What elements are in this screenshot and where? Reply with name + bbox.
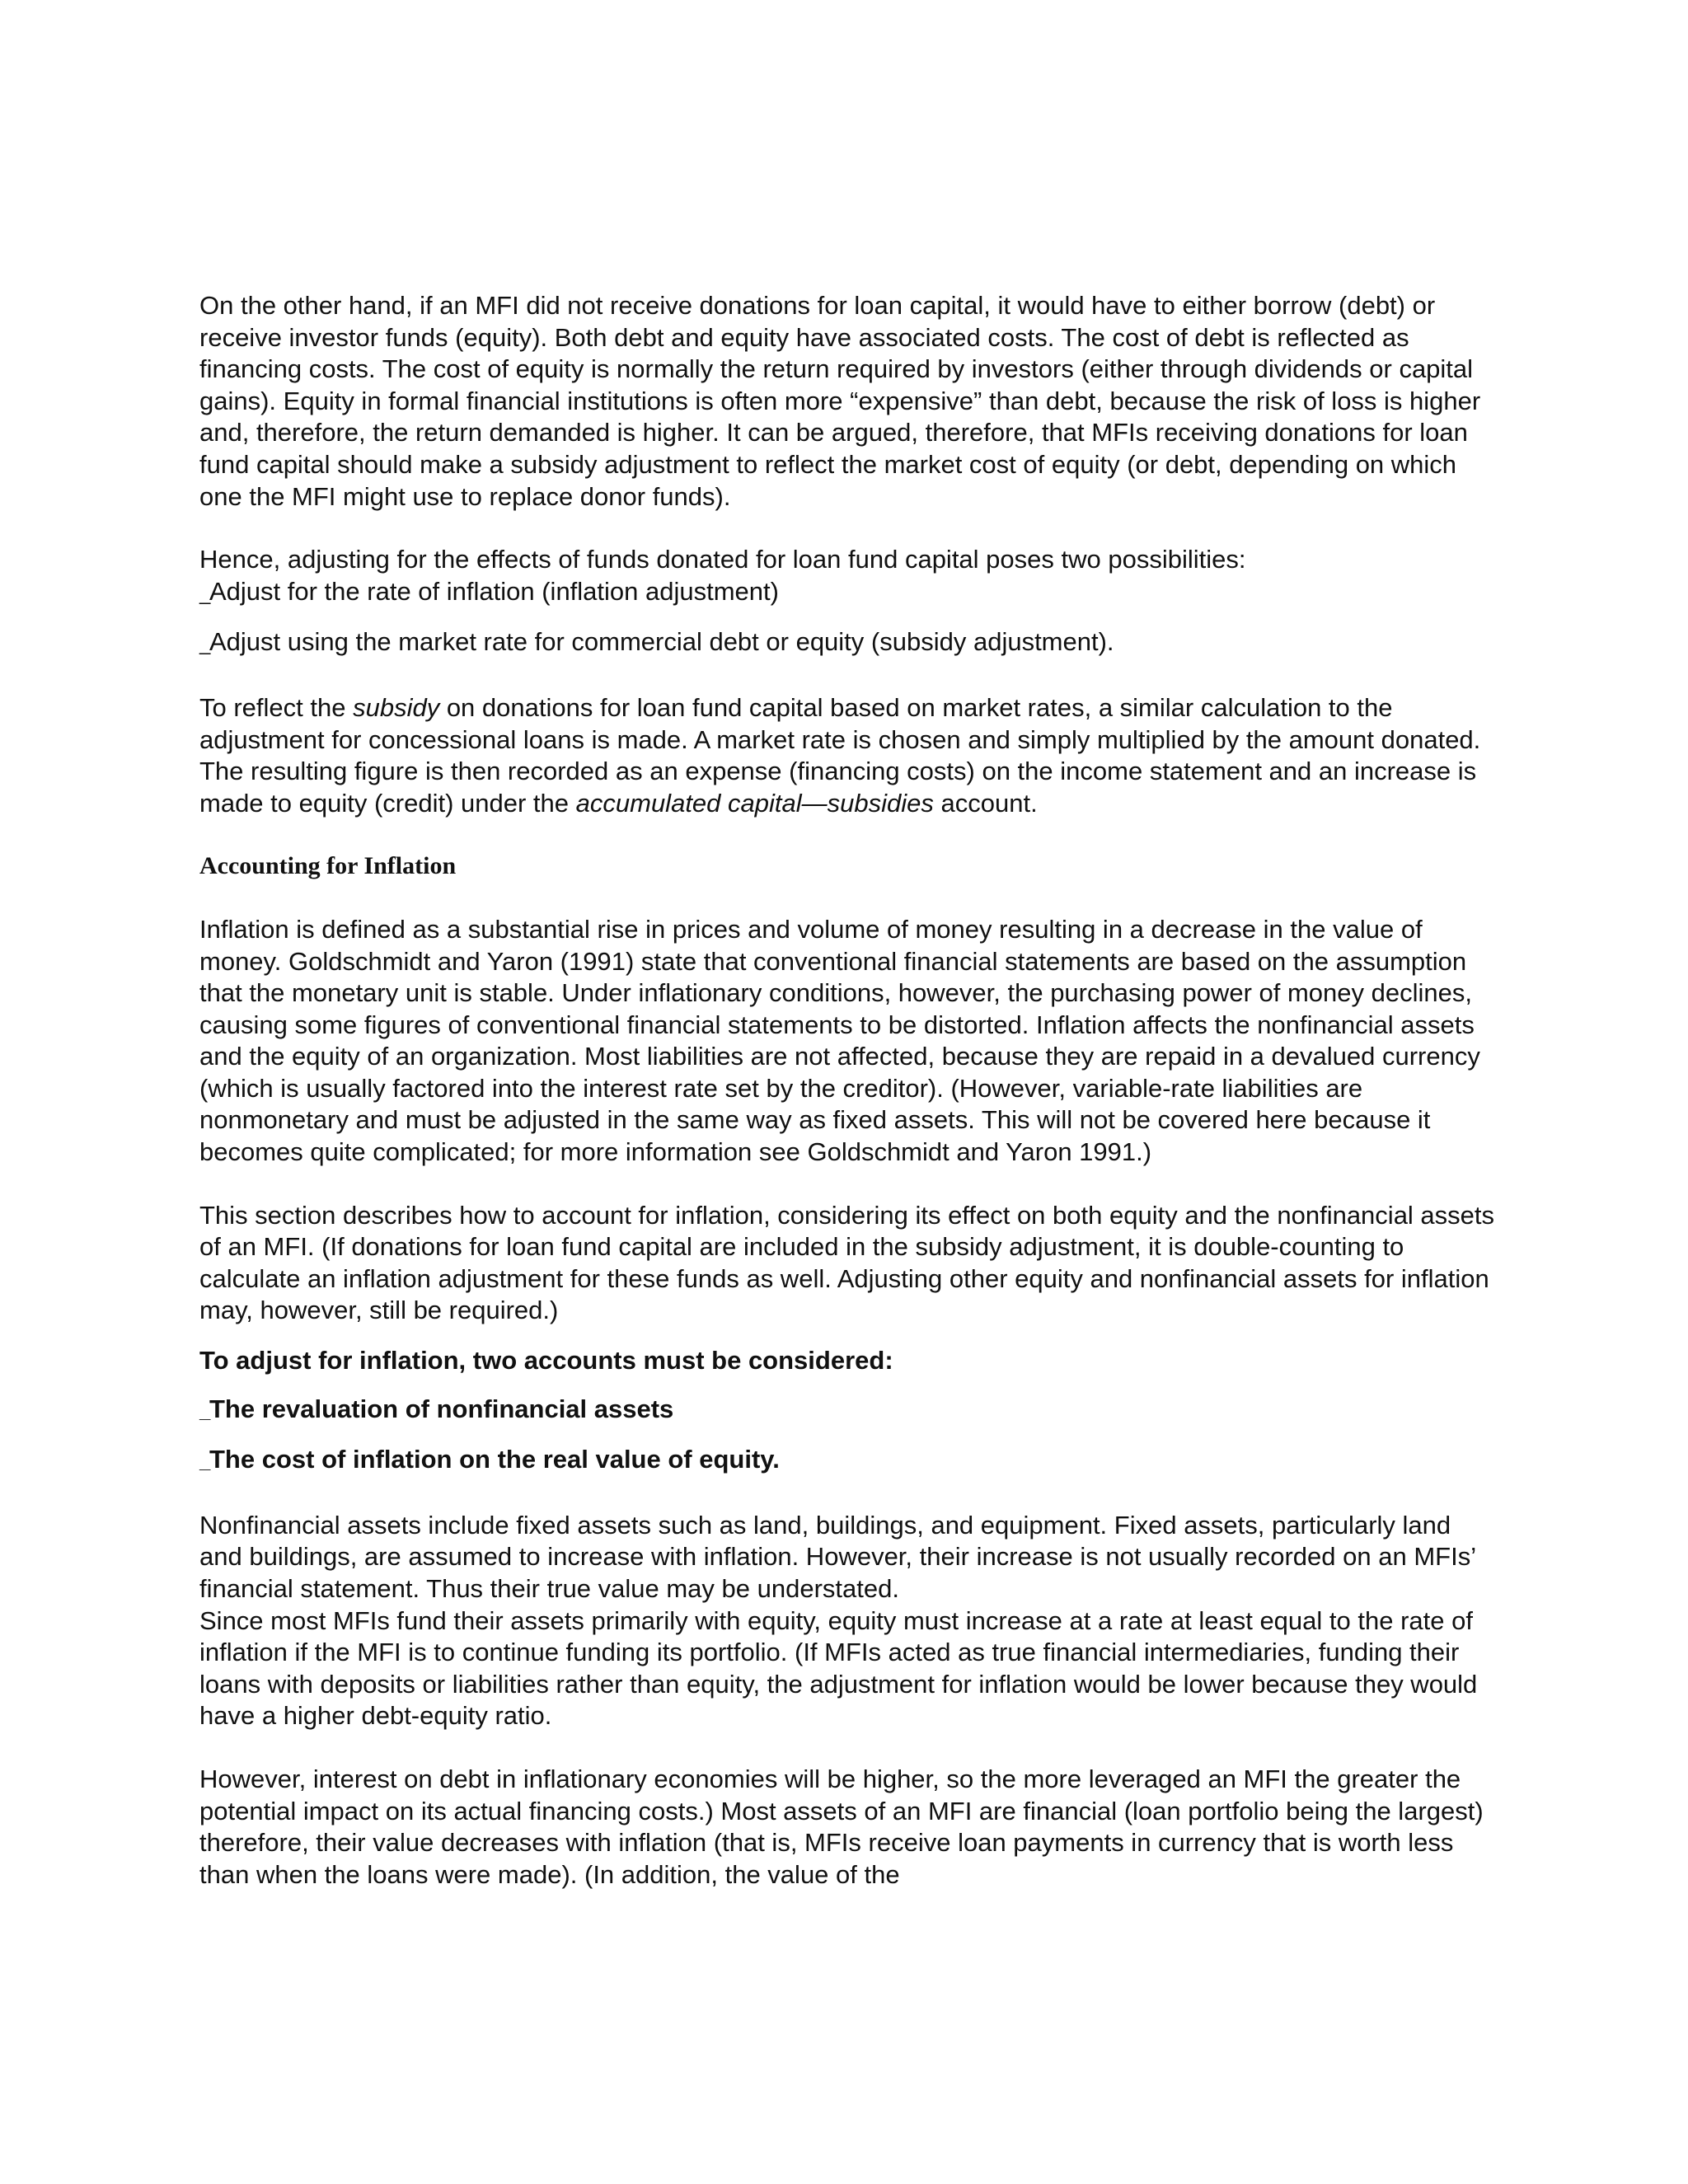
bullet-marker: _ (199, 633, 211, 656)
paragraph-donations-cost: On the other hand, if an MFI did not receive donations for loan capital, it would have to either borrow (debt) or receive investor funds (equity). Both debt and equity have associated costs. The cost of debt is reflected as financing costs. The cost of equity is normally the return required by investors (either through dividends or capital gains). Equity in formal financial institutions is often more “expensive” than debt, because the risk of loss is higher and, therefore, the return demanded is higher. It can be argued, therefore, that MFIs receiving donations for loan fund capital should make a subsidy adjustment to reflect the market cost of equity (or debt, depending on which one the MFI might use to replace donor funds). (199, 291, 1481, 511)
paragraph-inflation-section-scope: This section describes how to account for inflation, considering its effect on both equity and the nonfinancial assets of an MFI. (If donations for loan fund capital are included in the subsidy adjustment, it is double-counting to calculate an inflation adjustment for these funds as well. Adjusting other equity and nonfinancial assets for inflation may, however, still be required.) (199, 1200, 1495, 1325)
emphasis-subsidy: subsidy (353, 692, 440, 722)
text-run: account. (933, 788, 1038, 818)
text-run: on donations for loan fund capital based on market rates, a similar calculation to the adjustment for concessional loans is made. A market rate is chosen and simply multiplied by the amount donated. The resulting figure is then recorded as an expense (financing costs) on the income statement and an increase is made to equity (credit) under the (199, 692, 1481, 818)
bullet-marker: _ (199, 1451, 211, 1474)
list-item-text: The revaluation of nonfinancial assets (209, 1394, 674, 1423)
paragraph-equity-funding: Since most MFIs fund their assets primarily with equity, equity must increase at a rate at least equal to the rate of inflation if the MFI is to continue funding its portfolio. (If MFIs acted as true financial intermediaries, funding their loans with deposits or liabilities rather than equity, the adjustment for inflation would be lower because they would have a higher debt-equity ratio. (199, 1605, 1478, 1731)
paragraph-inflation-definition: Inflation is defined as a substantial rise in prices and volume of money resulting in a decrease in the value of money. Goldschmidt and Yaron (1991) state that conventional financial statements are based on the assumption that the monetary unit is stable. Under inflationary conditions, however, the purchasing power of money declines, causing some figures of conventional financial statements to be distorted. Inflation affects the nonfinancial assets and the equity of an organization. Most liabilities are not affected, because they are repaid in a devalued currency (which is usually factored into the interest rate set by the creditor). (However, variable-rate liabilities are nonmonetary and must be adjusted in the same way as fixed assets. This will not be covered here because it becomes quite complicated; for more information see Goldschmidt and Yaron 1991.) (199, 914, 1480, 1167)
bullet-marker: _ (199, 582, 211, 605)
bold-intro: To adjust for inflation, two accounts must be considered: (199, 1346, 893, 1376)
paragraph-nonfinancial-assets: Nonfinancial assets include fixed assets such as land, buildings, and equipment. Fixed assets, particularly land and buildings, are assumed to increase with inflation. However, their increase is not usually recorded on an MFIs’ financial statement. Thus their true value may be understated. (199, 1510, 1475, 1603)
section-heading: Accounting for Inflation (199, 852, 457, 880)
list-item (199, 576, 1498, 611)
list-item-text: Adjust for the rate of inflation (inflation adjustment) (209, 576, 779, 606)
list-item-text: Adjust using the market rate for commercial debt or equity (subsidy adjustment). (209, 627, 1114, 657)
paragraph-possibilities-intro: Hence, adjusting for the effects of funds donated for loan fund capital poses two possibilities: (199, 545, 1246, 574)
text-run: To reflect the (199, 692, 354, 722)
bullet-marker: _ (199, 1399, 211, 1422)
paragraph-leverage: However, interest on debt in inflationary economies will be higher, so the more leveraged an MFI the greater the potential impact on its actual financing costs.) Most assets of an MFI are financial (loan portfolio being the largest) therefore, their value decreases with inflation (that is, MFIs receive loan payments in currency that is worth less than when the loans were made). (In addition, the value of the (199, 1764, 1484, 1889)
document-page (199, 290, 1498, 1891)
emphasis-account-name: accumulated capital—subsidies (575, 788, 934, 818)
list-item (199, 1444, 1498, 1479)
paragraph-subsidy-calculation (199, 692, 1498, 819)
list-item-text: The cost of inflation on the real value of equity. (209, 1445, 780, 1474)
list-item (199, 1394, 1498, 1428)
list-item (199, 626, 1498, 661)
